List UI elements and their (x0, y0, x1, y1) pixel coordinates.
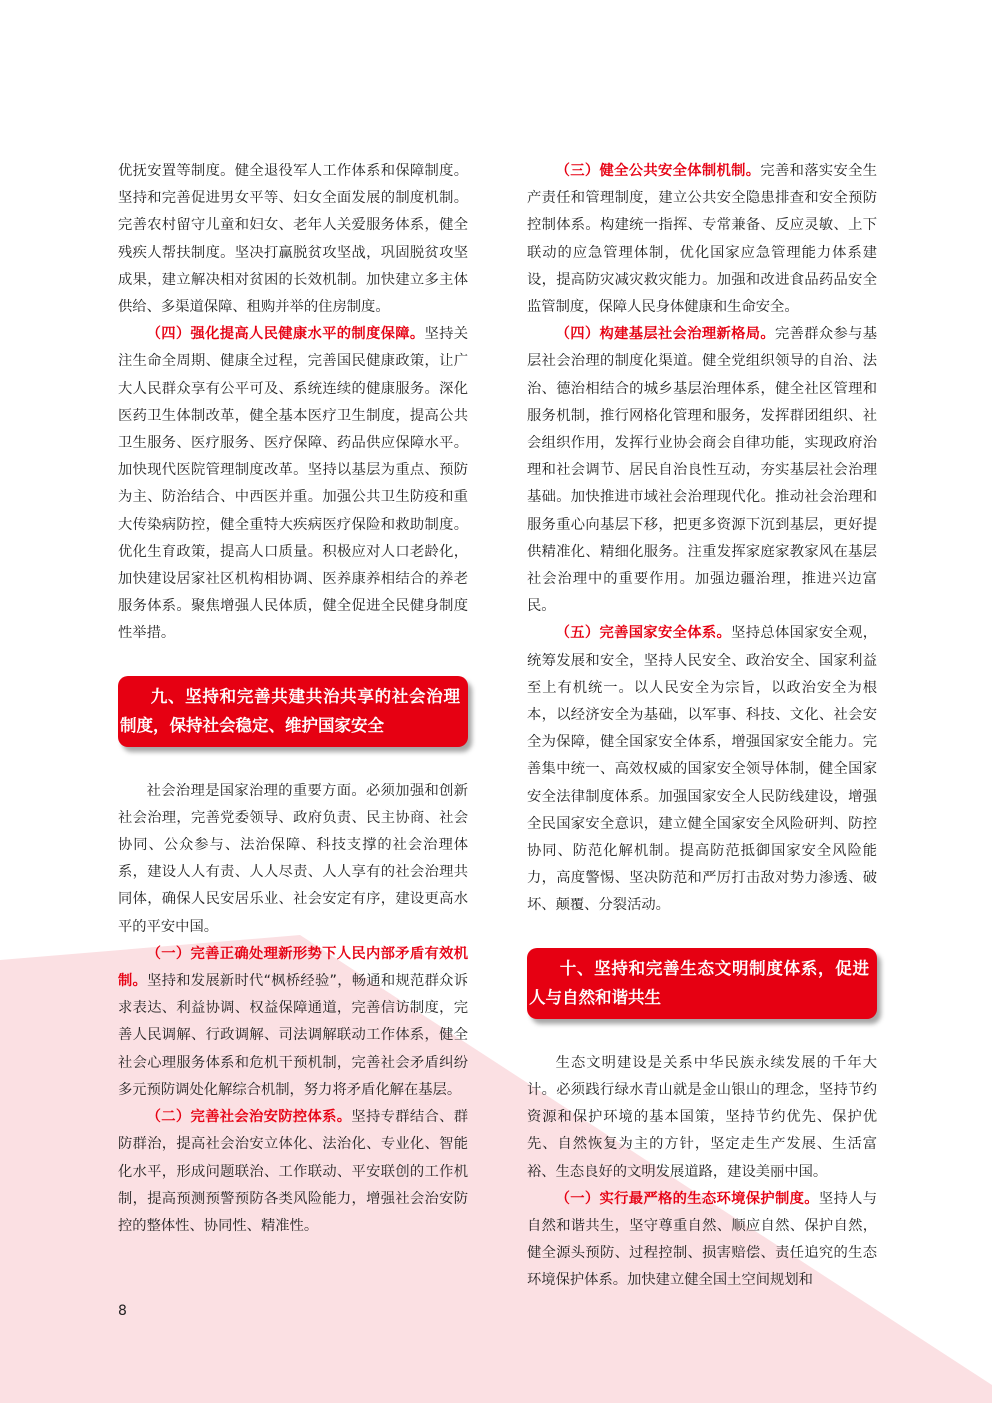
paragraph-environment-protection: （一）实行最严格的生态环境保护制度。坚持人与自然和谐共生，坚守尊重自然、顺应自然、保护自然，健全源头预防、过程控制、损害赔偿、责任追究的生态环境保护体系。加快建立健全国土空间规划和 (527, 1190, 878, 1289)
chapter-banner-social-governance: 九、坚持和完善共建共治共享的社会治理制度，保持社会稳定、维护国家安全 (118, 676, 468, 747)
section-heading-security-control: （二）完善社会治安防控体系。 (146, 1109, 352, 1126)
section-heading-national-security: （五）完善国家安全体系。 (555, 625, 732, 642)
page-number: 8 (118, 1303, 127, 1319)
paragraph-health: （四）强化提高人民健康水平的制度保障。坚持关注生命全周期、健康全过程，完善国民健康政策，让广大人民群众享有公平可及、系统连续的健康服务。深化医药卫生体制改革，健全基本医疗卫生制度，提高公共卫生服务、医疗服务、医疗保障、药品供应保障水平。加快现代医院管理制度改革。坚持以基层为重点、预防为主、防治结合、中西医并重。加强公共卫生防疫和重大传染病防控，健全重特大疾病医疗保险和救助制度。优化生育政策，提高人口质量。积极应对人口老龄化，加快建设居家社区机构相协调、医养康养相结合的养老服务体系。聚焦增强人民体质，健全促进全民健身制度性举措。 (118, 326, 468, 642)
paragraph-public-safety: （三）健全公共安全体制机制。完善和落实安全生产责任和管理制度，建立公共安全隐患排查和安全预防控制体系。构建统一指挥、专常兼备、反应灵敏、上下联动的应急管理体制，优化国家应急管理能力体系建设，提高防灾减灾救灾能力。加强和改进食品药品安全监管制度，保障人民身体健康和生命安全。 (527, 163, 878, 316)
paragraph-grassroots: （四）构建基层社会治理新格局。完善群众参与基层社会治理的制度化渠道。健全党组织领导的自治、法治、德治相结合的城乡基层治理体系，健全社区管理和服务机制，推行网格化管理和服务，发挥群团组织、社会组织作用，发挥行业协会商会自律功能，实现政府治理和社会调节、居民自治良性互动，夯实基层社会治理基础。加快推进市域社会治理现代化。推动社会治理和服务重心向基层下移，把更多资源下沉到基层，更好提供精准化、精细化服务。注重发挥家庭家教家风在基层社会治理中的重要作用。加强边疆治理，推进兴边富民。 (527, 326, 878, 615)
right-column (527, 158, 877, 1295)
paragraph-social-governance-intro: 社会治理是国家治理的重要方面。必须加强和创新社会治理，完善党委领导、政府负责、民主协商、社会协同、公众参与、法治保障、科技支撑的社会治理体系，建设人人有责、人人尽责、人人享有的社会治理共同体，确保人民安居乐业、社会安定有序，建设更高水平的平安中国。 (118, 782, 468, 935)
chapter-banner-ecological: 十、坚持和完善生态文明制度体系，促进人与自然和谐共生 (527, 948, 877, 1019)
paragraph-ecological-intro: 生态文明建设是关系中华民族永续发展的千年大计。必须践行绿水青山就是金山银山的理念，坚持节约资源和保护环境的基本国策，坚持节约优先、保护优先、自然恢复为主的方针，坚定走生产发展、生活富裕、生态良好的文明发展道路，建设美丽中国。 (527, 1054, 877, 1180)
section-heading-public-safety: （三）健全公共安全体制机制。 (555, 163, 761, 179)
section-heading-contradictions: （一）完善正确处理新形势下人民内部矛盾有效机制。 (118, 945, 468, 990)
section-heading-health: （四）强化提高人民健康水平的制度保障。 (146, 326, 425, 343)
paragraph-national-security: （五）完善国家安全体系。坚持总体国家安全观，统筹发展和安全，坚持人民安全、政治安全、国家利益至上有机统一。以人民安全为宗旨，以政治安全为根本，以经济安全为基础，以军事、科技、文化、社会安全为保障，健全国家安全体系，增强国家安全能力。完善集中统一、高效权威的国家安全领导体制，健全国家安全法律制度体系。加强国家安全人民防线建设，增强全民国家安全意识，建立健全国家安全风险研判、防控协同、防范化解机制。提高防范抵御国家安全风险能力，高度警惕、坚决防范和严厉打击敌对势力渗透、破坏、颠覆、分裂活动。 (527, 625, 878, 914)
section-heading-environment: （一）实行最严格的生态环境保护制度。 (555, 1190, 819, 1207)
left-column (118, 158, 468, 1240)
paragraph-housing: 优抚安置等制度。健全退役军人工作体系和保障制度。坚持和完善促进男女平等、妇女全面发展的制度机制。完善农村留守儿童和妇女、老年人关爱服务体系，健全残疾人帮扶制度。坚决打赢脱贫攻坚战，巩固脱贫攻坚成果，建立解决相对贫困的长效机制。加快建立多主体供给、多渠道保障、租购并举的住房制度。 (118, 163, 468, 316)
paragraph-public-security: （二）完善社会治安防控体系。坚持专群结合、群防群治，提高社会治安立体化、法治化、专业化、智能化水平，形成问题联治、工作联动、平安联创的工作机制，提高预测预警预防各类风险能力，增强社会治安防控的整体性、协同性、精准性。 (118, 1109, 469, 1234)
section-heading-grassroots: （四）构建基层社会治理新格局。 (555, 326, 775, 343)
paragraph-internal-contradictions: （一）完善正确处理新形势下人民内部矛盾有效机制。坚持和发展新时代“枫桥经验”，畅通和规范群众诉求表达、利益协调、权益保障通道，完善信访制度，完善人民调解、行政调解、司法调解联动工作体系，健全社会心理服务体系和危机干预机制，完善社会矛盾纠纷多元预防调处化解综合机制，努力将矛盾化解在基层。 (118, 945, 469, 1098)
